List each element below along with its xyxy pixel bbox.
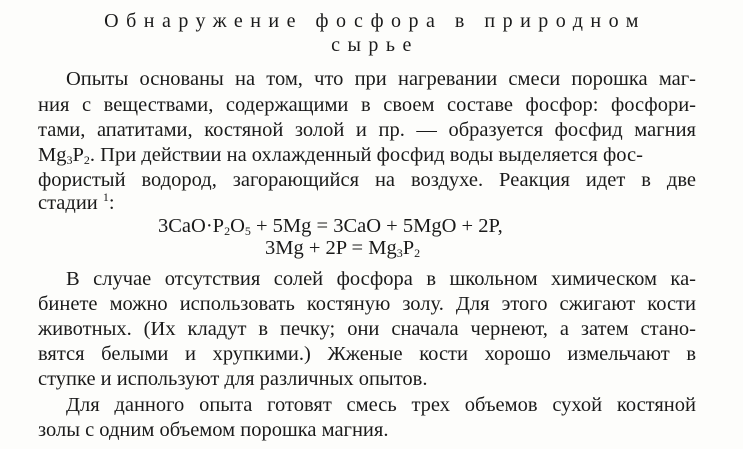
reaction-2-part-b: P — [402, 237, 415, 259]
subscript: 2 — [224, 224, 231, 238]
paragraph-2-line-5: ступке и используют для различных опытов. — [38, 368, 428, 390]
reaction-1-part-b: O — [230, 215, 245, 237]
formula-p: P — [72, 144, 84, 166]
section-title-line-1: Обнаружение фосфора в природном — [104, 10, 646, 32]
reaction-1-part-c: + 5Mg = 3CaO + 5MgO + 2P, — [250, 215, 503, 237]
paragraph-1-line-1: Опыты основаны на том, что при нагревании смеси порошка маг- — [66, 68, 696, 90]
colon: : — [108, 192, 115, 214]
paragraph-1-line-4-text: . При действии на охлажденный фосфид воды выделяется фос- — [89, 144, 643, 166]
paragraph-2-line-3: животных. (Их кладут в печку; они сначала чернеют, а затем стано- — [38, 318, 696, 340]
subscript: 2 — [83, 153, 90, 167]
footnote-marker: 1 — [102, 190, 109, 204]
paragraph-1-line-5: фористый водород, загорающийся на воздухе. Реакция идет в две — [38, 169, 696, 191]
formula-mg: Mg — [38, 144, 67, 166]
paragraph-1-line-6-text: стадии — [38, 192, 98, 214]
paragraph-2-line-2: бинете можно использовать костяную золу. Для этого сжигают кости — [38, 293, 696, 315]
paragraph-1-line-4 — [38, 142, 696, 168]
paragraph-2-line-1: В случае отсутствия солей фосфора в школьном химическом ка- — [66, 268, 696, 290]
subscript: 5 — [244, 224, 251, 238]
reaction-2-part-a: 3Mg + 2P = Mg — [265, 237, 397, 259]
section-title-line-2: сырье — [331, 34, 419, 56]
subscript: 3 — [396, 246, 403, 260]
subscript: 2 — [414, 246, 421, 260]
paragraph-1-line-3: тами, апатитами, костяной золой и пр. — образуется фосфид магния — [38, 119, 696, 141]
reaction-2 — [265, 235, 420, 261]
subscript: 3 — [66, 153, 73, 167]
paragraph-2-line-4: вятся белыми и хрупкими.) Жженые кости хорошо измельчают в — [38, 343, 696, 365]
reaction-1-part-a: 3CaO·P — [158, 215, 225, 237]
paragraph-1-line-2: ния с веществами, содержащими в своем составе фосфор: фосфори- — [38, 94, 696, 116]
paragraph-3-line-1: Для данного опыта готовят смесь трех объемов сухой костяной — [66, 394, 696, 416]
paragraph-3-line-2: золы с одним объемом порошка магния. — [38, 419, 389, 441]
